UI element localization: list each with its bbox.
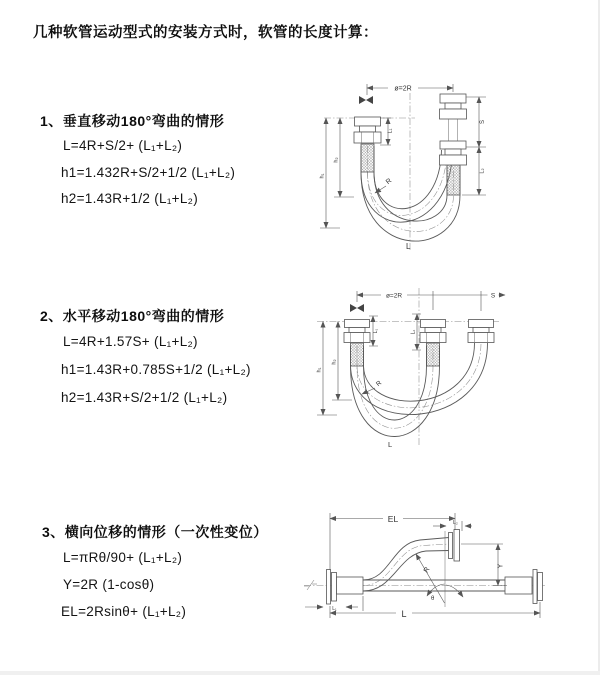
- dimension-lines: [305, 513, 540, 619]
- section-1-heading: 1、垂直移动180°弯曲的情形: [40, 113, 225, 129]
- dim-label-l1: L₁: [387, 128, 394, 134]
- dim-label-l2: L₂: [479, 168, 486, 174]
- weld-symbol-icon: [350, 304, 364, 312]
- formula-line: Y=2R (1-cosθ): [63, 577, 155, 592]
- dim-label-h1: h₁: [316, 367, 323, 373]
- break-mark-icon: [304, 580, 317, 590]
- centerlines: [324, 93, 454, 252]
- dim-label-h1: h₁: [319, 173, 326, 179]
- formula-line: L=πRθ/90+ (L₁+L₂): [63, 550, 183, 565]
- formula-line: h1=1.432R+S/2+1/2 (L₁+L₂): [61, 165, 236, 180]
- formula-line: L=4R+S/2+ (L₁+L₂): [63, 138, 183, 153]
- dim-label-2r: ø=2R: [385, 292, 403, 300]
- fixed-end-fitting: [344, 320, 370, 343]
- dim-label-l1: L₁: [373, 328, 379, 334]
- left-flange: [327, 570, 364, 605]
- dimension-lines: [317, 291, 506, 450]
- dim-label-s: S: [490, 292, 496, 300]
- diagram-lateral-displacement: [300, 500, 600, 648]
- dim-label-theta: θ: [431, 596, 435, 602]
- diagram-horizontal-180-bend: [310, 272, 600, 460]
- formula-line: L=4R+1.57S+ (L₁+L₂): [63, 334, 198, 349]
- dim-label-length: L: [406, 242, 411, 251]
- formula-line: h2=1.43R+1/2 (L₁+L₂): [61, 191, 199, 206]
- centerlines: [317, 288, 500, 446]
- diagram-vertical-180-bend: [310, 70, 595, 262]
- dim-label-l1: L₁: [332, 606, 337, 612]
- formula-line: h2=1.43R+S/2+1/2 (L₁+L₂): [61, 390, 228, 405]
- dim-label-s: S: [480, 119, 486, 125]
- upper-flange-displaced: [449, 530, 460, 562]
- dim-label-h2: h₂: [331, 359, 338, 365]
- hose-displaced-position: [363, 538, 449, 592]
- page-edge: [0, 671, 600, 675]
- dim-label-radius: R: [384, 177, 394, 187]
- moving-end-fitting-far-position: [468, 320, 494, 343]
- dim-label-h2: h₂: [333, 157, 340, 163]
- dim-label-length: L: [388, 440, 393, 449]
- page-title: 几种软管运动型式的安装方式时，软管的长度计算：: [33, 25, 378, 41]
- dim-label-l2: L₂: [453, 520, 458, 526]
- right-flange: [505, 570, 543, 604]
- left-end-fitting: [354, 117, 381, 143]
- dim-label-length: L: [401, 609, 407, 619]
- formula-line: EL=2Rsinθ+ (L₁+L₂): [61, 604, 187, 619]
- dim-label-radius: R: [422, 566, 432, 575]
- dim-label-2r: ø=2R: [394, 85, 412, 93]
- dim-label-el: EL: [387, 514, 399, 524]
- dim-label-y: Y: [497, 563, 505, 569]
- dim-label-radius: R: [375, 379, 384, 389]
- formula-line: h1=1.43R+0.785S+1/2 (L₁+L₂): [61, 362, 251, 377]
- dim-label-l2: L₂: [410, 329, 417, 335]
- weld-symbol-icon: [359, 96, 373, 104]
- moving-end-fitting-near-position: [420, 320, 446, 343]
- right-end-fitting-upper-position: [440, 94, 467, 141]
- section-3-heading: 3、横向位移的情形（一次性变位）: [42, 524, 268, 540]
- right-end-fitting-lower-position: [440, 141, 467, 165]
- section-2-heading: 2、水平移动180°弯曲的情形: [40, 308, 225, 324]
